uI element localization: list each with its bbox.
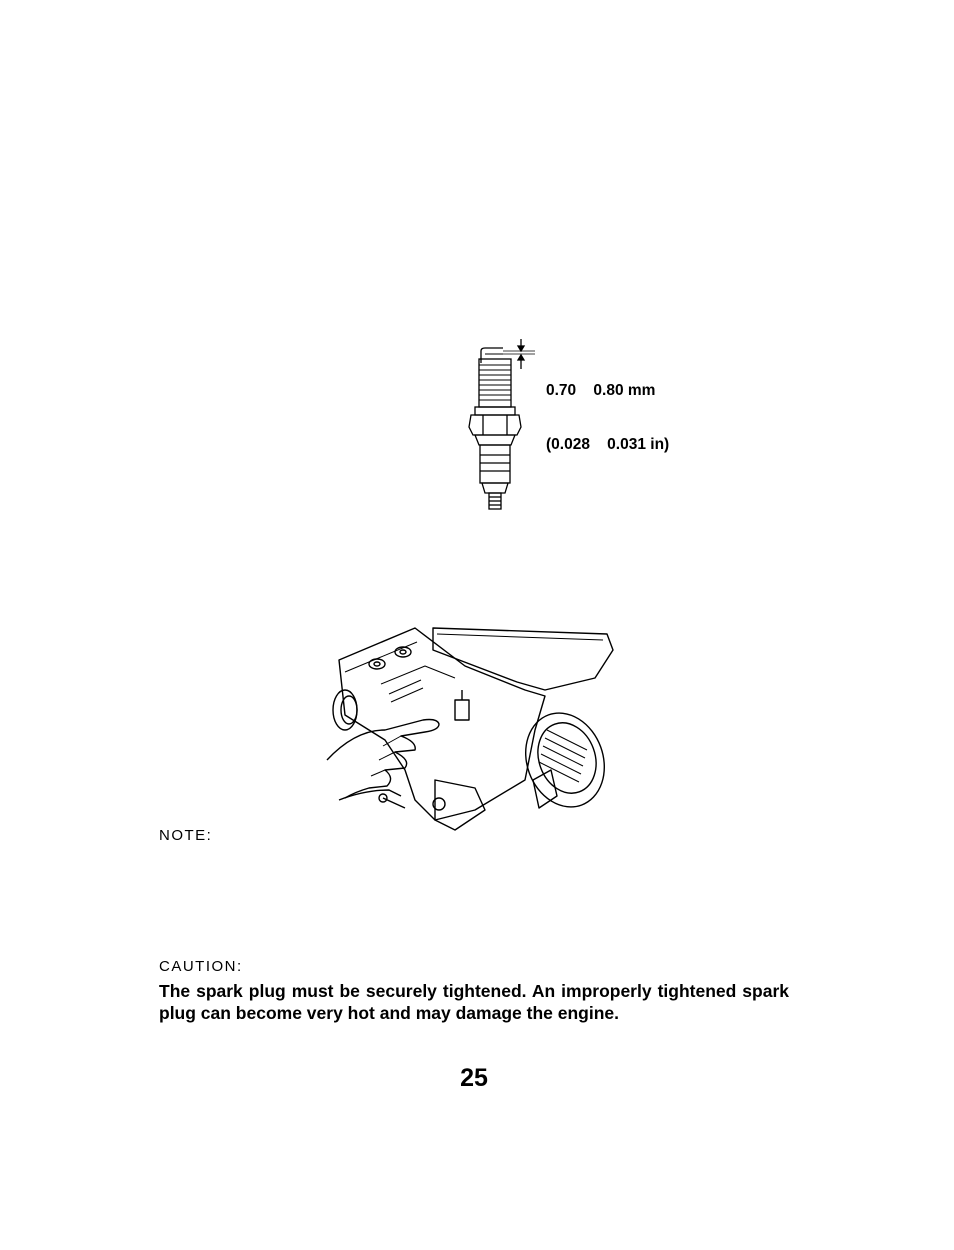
spark-plug-gap-figure <box>455 335 545 515</box>
caution-label: CAUTION: <box>159 958 243 975</box>
gap-spec-mm: 0.70 0.80 mm <box>546 382 656 399</box>
engine-spark-plug-installation-figure <box>325 620 620 840</box>
spark-plug-gap-spec <box>546 346 669 472</box>
caution-text: The spark plug must be securely tightened. An improperly tightened spark plug can become very hot and may damage the engine. <box>159 981 789 1023</box>
gap-spec-in: (0.028 0.031 in) <box>546 436 670 453</box>
page-number: 25 <box>460 1064 488 1092</box>
note-label: NOTE: <box>159 827 213 844</box>
